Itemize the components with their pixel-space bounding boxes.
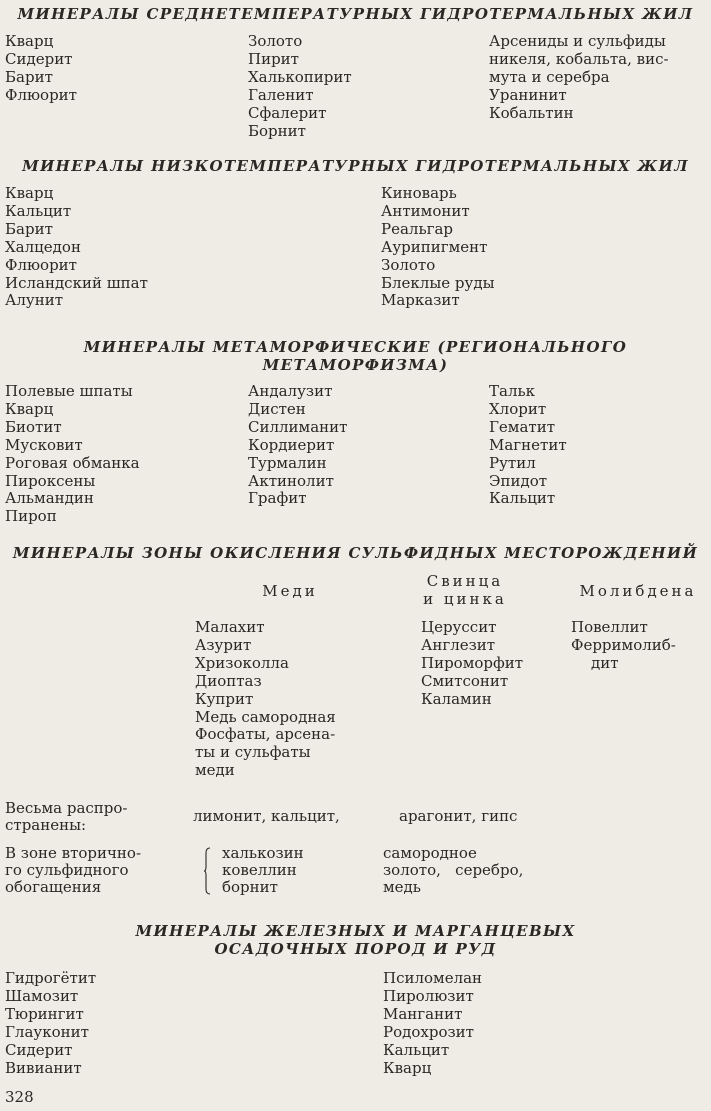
list-item: борнит: [222, 878, 278, 896]
list-item: Кварц: [5, 399, 54, 418]
list-item: Графит: [248, 489, 307, 508]
list-item: Кварц: [5, 184, 54, 202]
list-item: Силлиманит: [248, 417, 348, 436]
list-item: Сфалерит: [248, 103, 327, 122]
list-item: Псиломелан: [383, 969, 483, 987]
list-item: Гидрогётит: [5, 969, 97, 987]
list-item: Антимонит: [381, 201, 470, 220]
list-item: Глауконит: [5, 1022, 89, 1041]
list-item: дит: [591, 653, 619, 672]
list-item: Кварц: [5, 32, 54, 50]
lead-zinc-minerals: [421, 619, 523, 709]
list-item: Азурит: [195, 635, 252, 654]
list-item: Биотит: [5, 417, 62, 436]
header-molybdenum: Молибдена: [579, 582, 697, 600]
list-item: Магнетит: [489, 435, 567, 454]
list-item: Тюрингит: [5, 1004, 84, 1023]
list-item: халькозин: [222, 844, 304, 862]
list-item: Флюорит: [5, 255, 77, 274]
list-item: Турмалин: [248, 453, 327, 472]
list-item: Андалузит: [248, 382, 333, 400]
list-item: Кальцит: [383, 1040, 450, 1059]
s2-column-1: [5, 185, 148, 310]
heading-metamorphic: МИНЕРАЛЫ МЕТАМОРФИЧЕСКИЕ (РЕГИОНАЛЬНОГО МЕТАМОРФИЗМА): [83, 338, 628, 374]
list-item: Дистен: [248, 399, 306, 418]
list-item: Киноварь: [381, 184, 457, 202]
list-item: Каламин: [421, 689, 492, 708]
list-item: Манганит: [383, 1004, 463, 1023]
list-item: Малахит: [195, 618, 265, 636]
list-item: Полевые шпаты: [5, 382, 133, 400]
s3-column-3: [489, 383, 567, 508]
list-item: Халькопирит: [248, 67, 352, 86]
page-number: 328: [5, 1088, 34, 1106]
header-copper: Меди: [262, 582, 318, 600]
list-item: Хризоколла: [195, 653, 289, 672]
list-item: Пироксены: [5, 471, 96, 490]
list-item: Повеллит: [571, 618, 648, 636]
list-item: Куприт: [195, 689, 254, 708]
list-item: Борнит: [248, 121, 306, 140]
curly-brace-icon: [204, 847, 211, 895]
s2-column-2: [381, 185, 495, 310]
list-item: Уранинит: [489, 85, 567, 104]
secondary-enrichment-label: В зоне вторично- го сульфидного обогащения: [5, 844, 142, 896]
list-item: Галенит: [248, 85, 314, 104]
list-item: Роговая обманка: [5, 453, 140, 472]
list-item: Кальцит: [5, 201, 72, 220]
list-item: Золото: [248, 32, 303, 50]
list-item: Мусковит: [5, 435, 83, 454]
list-item: Барит: [5, 219, 53, 238]
list-item: Пирит: [248, 49, 299, 68]
s1-column-2: [248, 33, 352, 140]
list-item: Кордиерит: [248, 435, 335, 454]
list-item: Кобальтин: [489, 103, 574, 122]
list-item: Диоптаз: [195, 671, 262, 690]
list-item: Флюорит: [5, 85, 77, 104]
list-item: Пироморфит: [421, 653, 524, 672]
list-item: Рутил: [489, 453, 536, 472]
molybdenum-minerals: [571, 619, 676, 673]
heading-low-temperature: МИНЕРАЛЫ НИЗКОТЕМПЕРАТУРНЫХ ГИДРОТЕРМАЛЬНЫХ ЖИЛ: [22, 157, 689, 175]
list-item: Смитсонит: [421, 671, 509, 690]
copper-minerals: [195, 619, 336, 780]
widespread-minerals-2: арагонит, гипс: [399, 807, 518, 825]
list-item: Ферримолиб-: [571, 635, 676, 654]
list-item: Пироп: [5, 507, 57, 526]
list-item: Хлорит: [489, 399, 547, 418]
list-item: Гематит: [489, 417, 556, 436]
list-item: Кальцит: [489, 489, 556, 508]
list-item: Англезит: [421, 635, 496, 654]
heading-oxidation-zone: МИНЕРАЛЫ ЗОНЫ ОКИСЛЕНИЯ СУЛЬФИДНЫХ МЕСТОРОЖДЕНИЙ: [12, 544, 699, 562]
list-item: Вивианит: [5, 1058, 82, 1077]
secondary-enrichment-minerals: [222, 845, 304, 896]
heading-iron-manganese: МИНЕРАЛЫ ЖЕЛЕЗНЫХ И МАРГАНЦЕВЫХ ОСАДОЧНЫХ ПОРОД И РУД: [135, 922, 576, 958]
list-item: Аурипигмент: [381, 237, 488, 256]
list-item: Сидерит: [5, 1040, 73, 1059]
s3-column-1: [5, 383, 140, 526]
list-item: Эпидот: [489, 471, 548, 490]
list-item: Тальк: [489, 382, 536, 400]
s3-column-2: [248, 383, 347, 508]
list-item: Церуссит: [421, 618, 497, 636]
list-item: Алунит: [5, 291, 64, 310]
list-item: Золото: [381, 255, 436, 274]
heading-medium-temperature: МИНЕРАЛЫ СРЕДНЕТЕМПЕРАТУРНЫХ ГИДРОТЕРМАЛЬНЫХ ЖИЛ: [17, 5, 694, 23]
list-item: Альмандин: [5, 489, 94, 508]
list-item: Кварц: [383, 1058, 432, 1077]
list-item: Барит: [5, 67, 53, 86]
list-item: Реальгар: [381, 219, 454, 238]
list-item: Арсениды и сульфиды никеля, кобальта, вис- мута и серебра: [489, 32, 669, 86]
list-item: Родохрозит: [383, 1022, 474, 1041]
s1-column-3: [489, 33, 669, 123]
list-item: Фосфаты, арсена- ты и сульфаты меди: [195, 725, 336, 780]
list-item: Шамозит: [5, 986, 79, 1005]
list-item: Пиролюзит: [383, 986, 474, 1005]
s5-column-2: [383, 970, 482, 1077]
s5-column-1: [5, 970, 96, 1077]
s1-column-1: [5, 33, 77, 105]
widespread-label: Весьма распро- странены:: [5, 799, 128, 834]
list-item: Сидерит: [5, 49, 73, 68]
list-item: Исландский шпат: [5, 273, 148, 292]
widespread-minerals-1: лимонит, кальцит,: [193, 807, 340, 825]
list-item: ковеллин: [222, 861, 297, 879]
list-item: Актинолит: [248, 471, 334, 490]
list-item: Халцедон: [5, 237, 81, 256]
list-item: Медь самородная: [195, 707, 336, 726]
list-item: Марказит: [381, 291, 460, 310]
list-item: Блеклые руды: [381, 273, 495, 292]
header-lead-zinc: Свинца и цинка: [423, 572, 507, 608]
native-metals: самородное золото, серебро, медь: [383, 844, 524, 896]
